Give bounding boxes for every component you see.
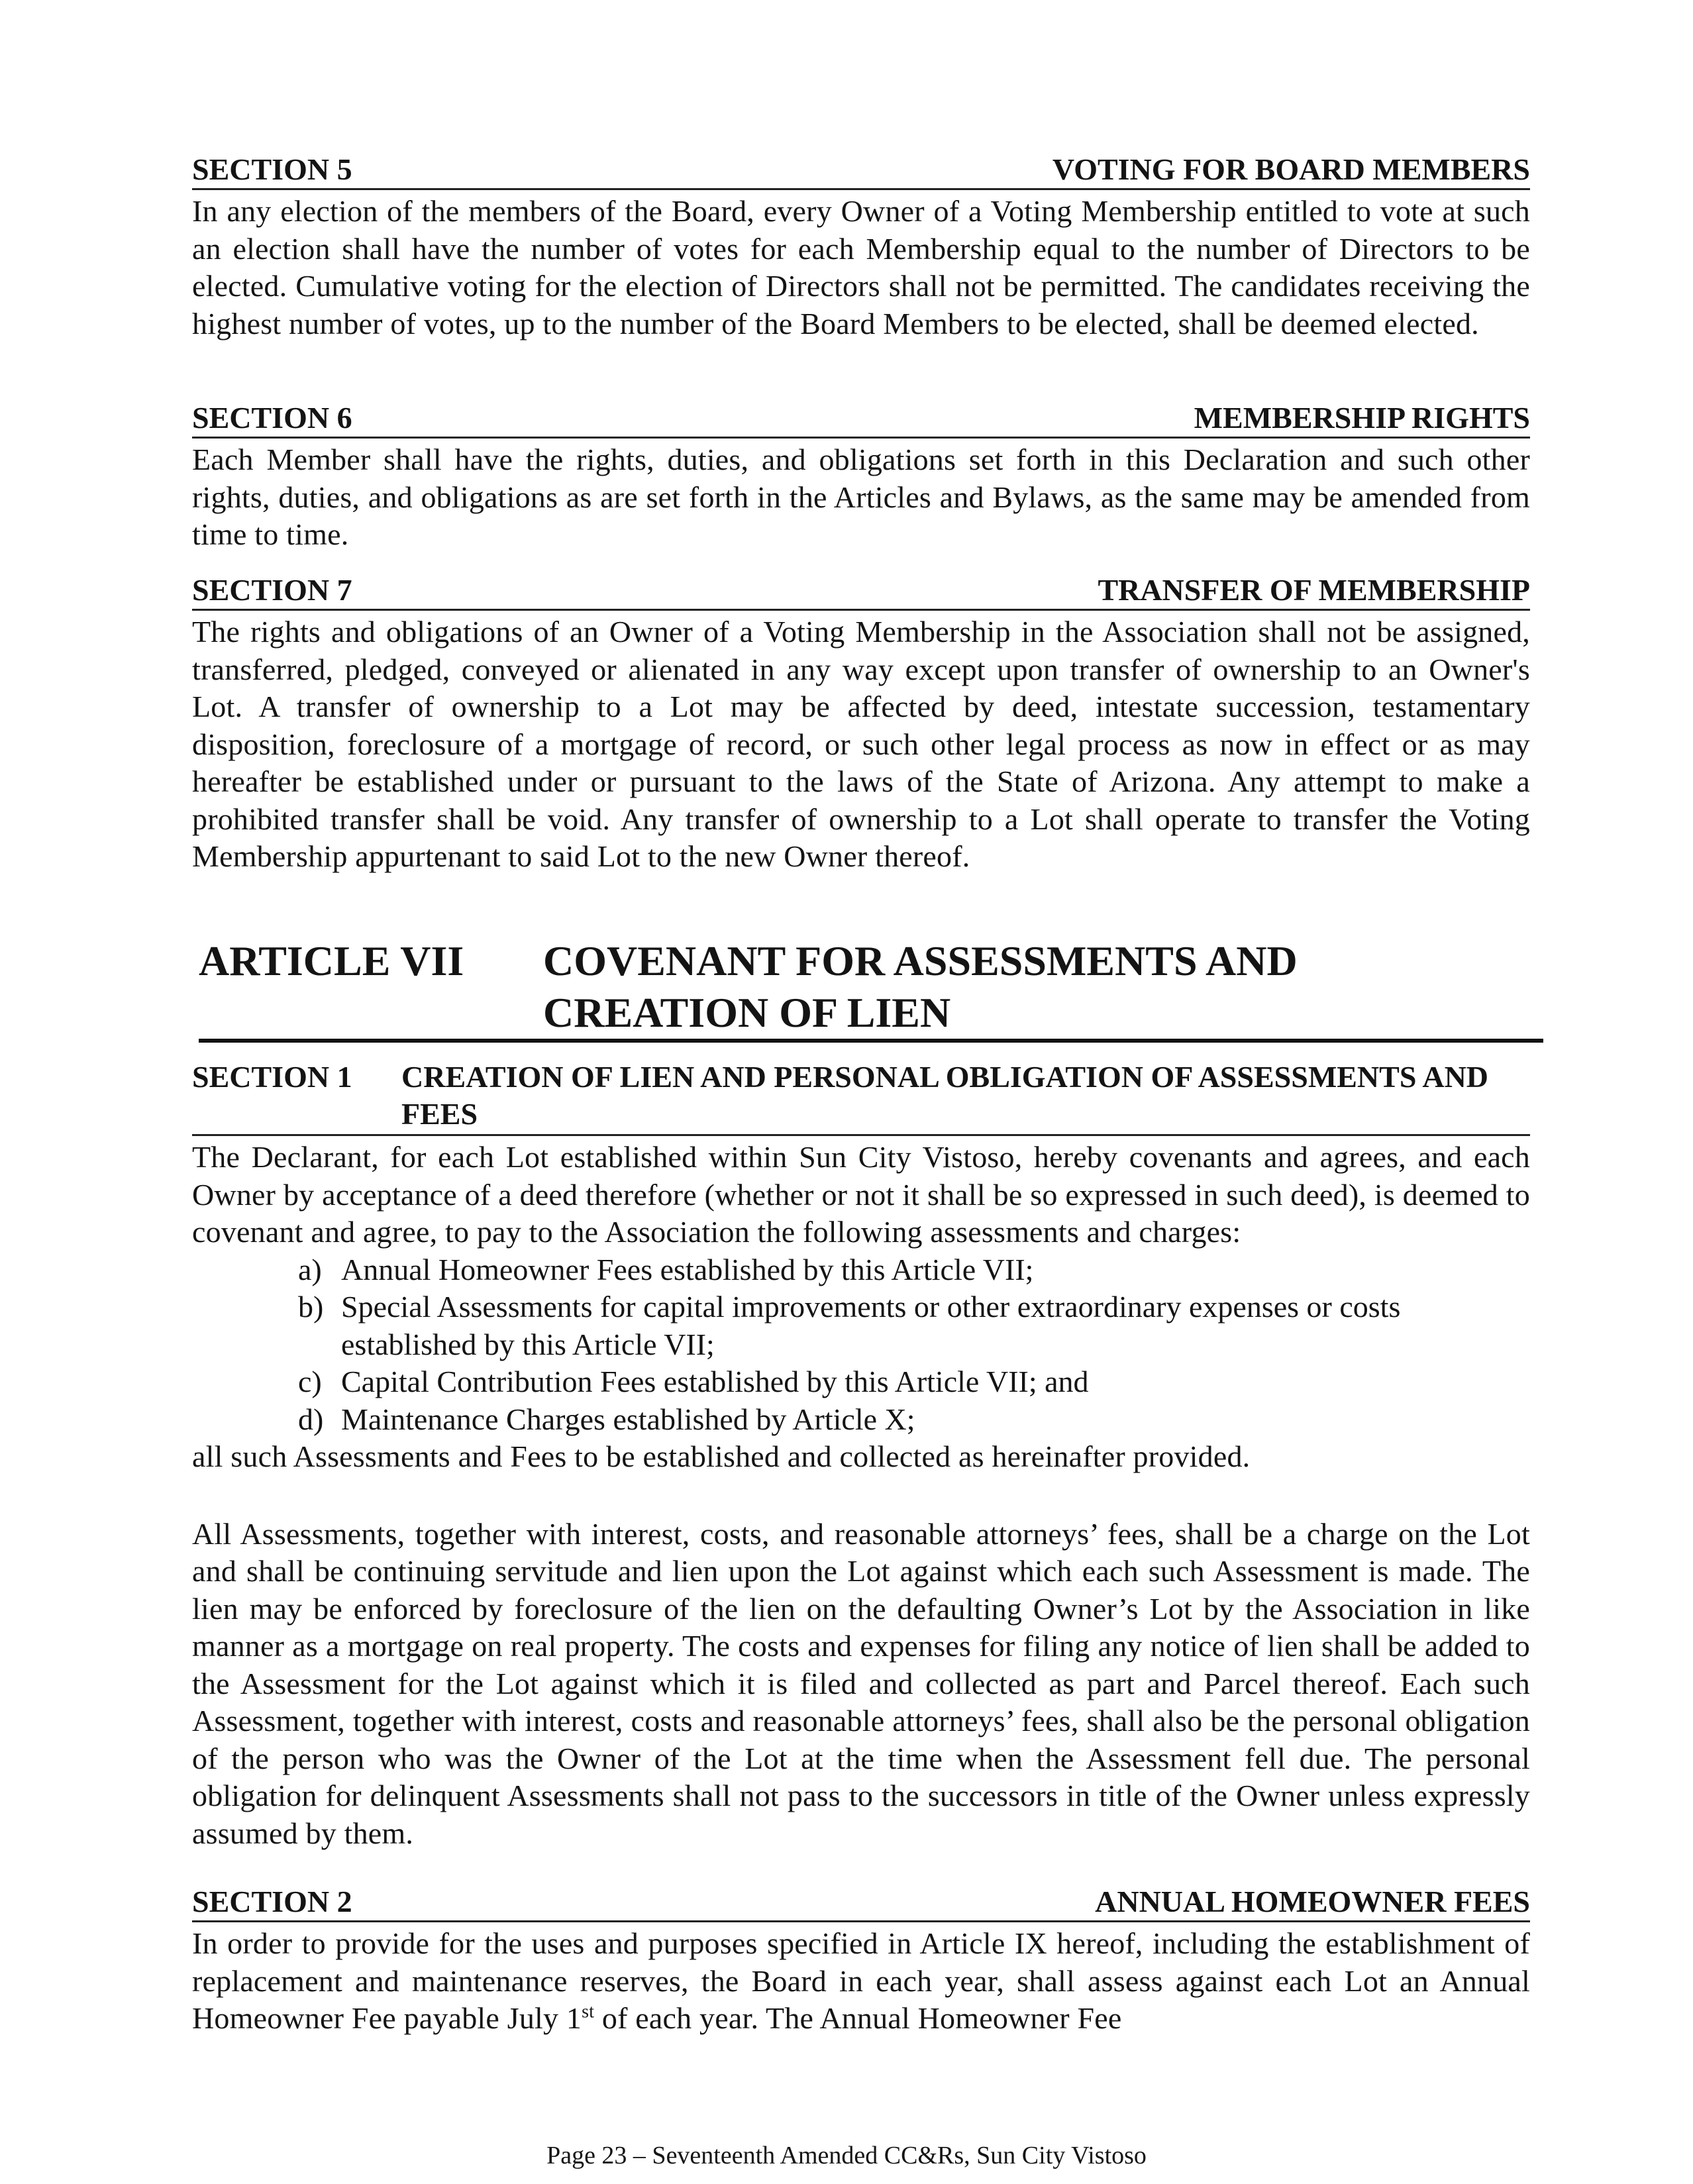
section-number: SECTION 1 (192, 1060, 352, 1094)
section-body: Each Member shall have the rights, duties, and obligations set forth in this Declaration and such other rights, duties, and obligations as are set forth in the Articles and Bylaws, as the same may be amended from time to time. (192, 442, 1530, 551)
section-body: The Declarant, for each Lot established within Sun City Vistoso, hereby covenants and agrees, and each Owner by acceptance of a deed therefore (whether or not it shall be so expressed in such deed), is deemed to covenant and agree, to pay to the Association the following assessments and charges: (192, 1140, 1530, 1249)
list-item (192, 1363, 1530, 1401)
article-heading (199, 935, 1543, 1043)
section-heading (192, 152, 1530, 190)
list-item-text: Special Assessments for capital improvements or other extraordinary expenses or costs established by this Article VII; (341, 1290, 1401, 1361)
page-footer: Page 23 – Seventeenth Amended CC&Rs, Sun City Vistoso (546, 2142, 1147, 2169)
list-item-text: Annual Homeowner Fees established by this Article VII; (341, 1252, 1034, 1286)
section-heading (192, 573, 1530, 611)
section-6 (192, 401, 1530, 554)
article-number: ARTICLE VII (199, 937, 464, 984)
article-title (543, 935, 1404, 1039)
list-marker: b) (298, 1290, 324, 1324)
article-title-line: COVENANT FOR ASSESSMENTS AND (543, 937, 1298, 984)
section-title: MEMBERSHIP RIGHTS (1194, 401, 1530, 435)
list-marker: a) (298, 1252, 322, 1286)
list-item (192, 1401, 1530, 1439)
section-body: In any election of the members of the Board, every Owner of a Voting Membership entitled to vote at such an election shall have the number of votes for each Membership equal to the number of Directors to be elected. Cumulative voting for the election of Directors shall not be permitted. The candidates receiving the highest number of votes, up to the number of the Board Members to be elected, shall be deemed elected. (192, 194, 1530, 340)
section-1 (192, 1059, 1530, 1852)
list-item-text: Capital Contribution Fees established by this Article VII; and (341, 1365, 1089, 1398)
section-heading (192, 1885, 1530, 1922)
section-heading (192, 401, 1530, 439)
ordinal-suffix: st (582, 2001, 595, 2022)
list-item (192, 1288, 1530, 1363)
section-2 (192, 1885, 1530, 2038)
section-body (192, 1925, 1530, 2038)
section-heading (192, 1059, 1530, 1136)
section-title: TRANSFER OF MEMBERSHIP (1098, 573, 1530, 607)
section-title: ANNUAL HOMEOWNER FEES (1095, 1885, 1530, 1918)
list-marker: c) (298, 1365, 322, 1398)
section-number: SECTION 2 (192, 1885, 352, 1918)
section-title: CREATION OF LIEN AND PERSONAL OBLIGATION OF ASSESSMENTS AND FEES (401, 1060, 1489, 1131)
section-5 (192, 152, 1530, 342)
section-body-text: In order to provide for the uses and purposes specified in Article IX hereof, including the establishment of replacement and maintenance reserves, the Board in each year, shall assess against each Lot an Annual Homeowner Fee payable July 1 (192, 1926, 1530, 2035)
section-body: The rights and obligations of an Owner of a Voting Membership in the Association shall not be assigned, transferred, pledged, conveyed or alienated in any way except upon transfer of ownership to an Owner's Lot. A transfer of ownership to a Lot may be affected by deed, intestate succession, testamentary disposition, foreclosure of a mortgage of record, or such other legal process as now in effect or as may hereafter be established under or pursuant to the laws of the State of Arizona. Any attempt to make a prohibited transfer shall be void. Any transfer of ownership to a Lot shall operate to transfer the Voting Membership appurtenant to said Lot to the new Owner thereof. (192, 615, 1530, 873)
section-7 (192, 573, 1530, 876)
section-number: SECTION 7 (192, 573, 352, 607)
section-closing: all such Assessments and Fees to be established and collected as hereinafter provided. (192, 1439, 1251, 1473)
section-paragraph: All Assessments, together with interest, costs, and reasonable attorneys’ fees, shall be a charge on the Lot and shall be continuing servitude and lien upon the Lot against which each such Assessment is made. The lien may be enforced by foreclosure of the lien on the defaulting Owner’s Lot by the Association in like manner as a mortgage on real property. The costs and expenses for filing any notice of lien shall be added to the Assessment for the Lot against which it is filed and collected as part and Parcel thereof. Each such Assessment, together with interest, costs and reasonable attorneys’ fees, shall also be the personal obligation of the person who was the Owner of the Lot at the time when the Assessment fell due. The personal obligation for delinquent Assessments shall not pass to the successors in title of the Owner unless expressly assumed by them. (192, 1516, 1530, 1850)
list-item (192, 1251, 1530, 1289)
list-marker: d) (298, 1402, 324, 1436)
list-item-text: Maintenance Charges established by Article X; (341, 1402, 915, 1436)
article-title-line: CREATION OF LIEN (543, 989, 951, 1036)
section-title: VOTING FOR BOARD MEMBERS (1052, 152, 1530, 186)
section-number: SECTION 5 (192, 152, 352, 186)
section-body-text: of each year. The Annual Homeowner Fee (594, 2001, 1122, 2035)
assessment-list (192, 1251, 1530, 1439)
section-number: SECTION 6 (192, 401, 352, 435)
